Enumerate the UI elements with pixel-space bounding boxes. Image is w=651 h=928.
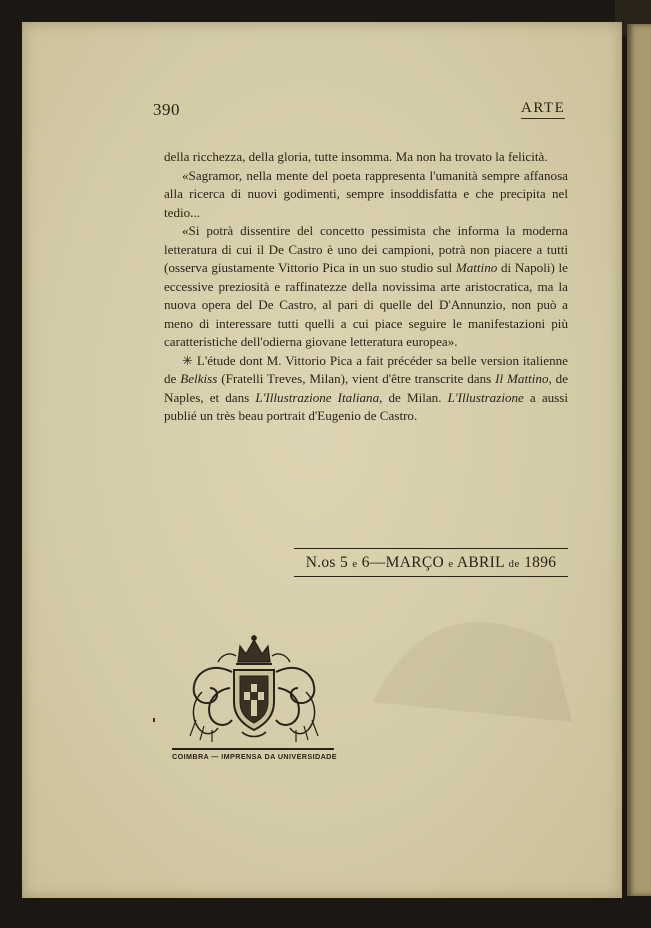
issue-number-1: 5	[339, 554, 348, 571]
issue-de: de	[508, 558, 520, 570]
issue-dash: —	[369, 554, 386, 571]
issue-conjunction-2: e	[448, 558, 454, 570]
issue-month-2: ABRIL	[456, 554, 505, 571]
issue-year: 1896	[524, 554, 557, 571]
royal-coat-of-arms-icon	[182, 632, 326, 744]
article-text	[164, 148, 568, 426]
page-number: 390	[153, 100, 180, 119]
paragraph: ✳ L'étude dont M. Vittorio Pica a fait précéder sa belle version italienne de Belkiss (Fratelli Treves, Milan), vient d'être transcrite dans Il Mattino, de Naples, et dans L'Illustrazione Italiana, de Milan. L'Illustrazione a aussi publié un très beau portrait d'Eugenio de Castro.	[164, 352, 569, 423]
issue-number-prefix: N.os	[305, 554, 336, 571]
show-through-shadow	[352, 582, 592, 742]
issue-number-2: 6	[361, 554, 370, 571]
issue-conjunction: e	[352, 558, 358, 570]
printer-imprint: COIMBRA — IMPRENSA DA UNIVERSIDADE	[172, 752, 337, 761]
paragraph: «Sagramor, nella mente del poeta rappresenta l'umanità sempre affanosa alla ricerca di nuovi godimenti, sempre insoddisfatta e che precipita nel tedio...	[164, 167, 568, 220]
paragraph: della ricchezza, della gloria, tutte insomma. Ma non ha trovato la felicità.	[164, 149, 548, 164]
issue-month-1: MARÇO	[385, 554, 444, 571]
page-mark	[153, 718, 155, 722]
running-head: ARTE	[521, 100, 565, 119]
paragraph: «Si potrà dissentire del concetto pessimista che informa la moderna letteratura di cui il De Castro è uno dei campioni, potrà non piacere a tutti (osserva giustamente Vittorio Pica in un suo studio sul Mattino di Napoli) le eccessive preziosità e raffinatezze della novissima arte aristocratica, ma la nuova opera del De Castro, al pari di quelle del D'Annunzio, non può a meno di interessare tutti quelli a cui piace seguire le manifestazioni più caratteristiche dell'odierna giovane letteratura europea».	[164, 223, 568, 349]
facing-page-edge	[627, 24, 651, 896]
issue-line	[294, 548, 568, 577]
imprint-rule	[172, 748, 334, 750]
